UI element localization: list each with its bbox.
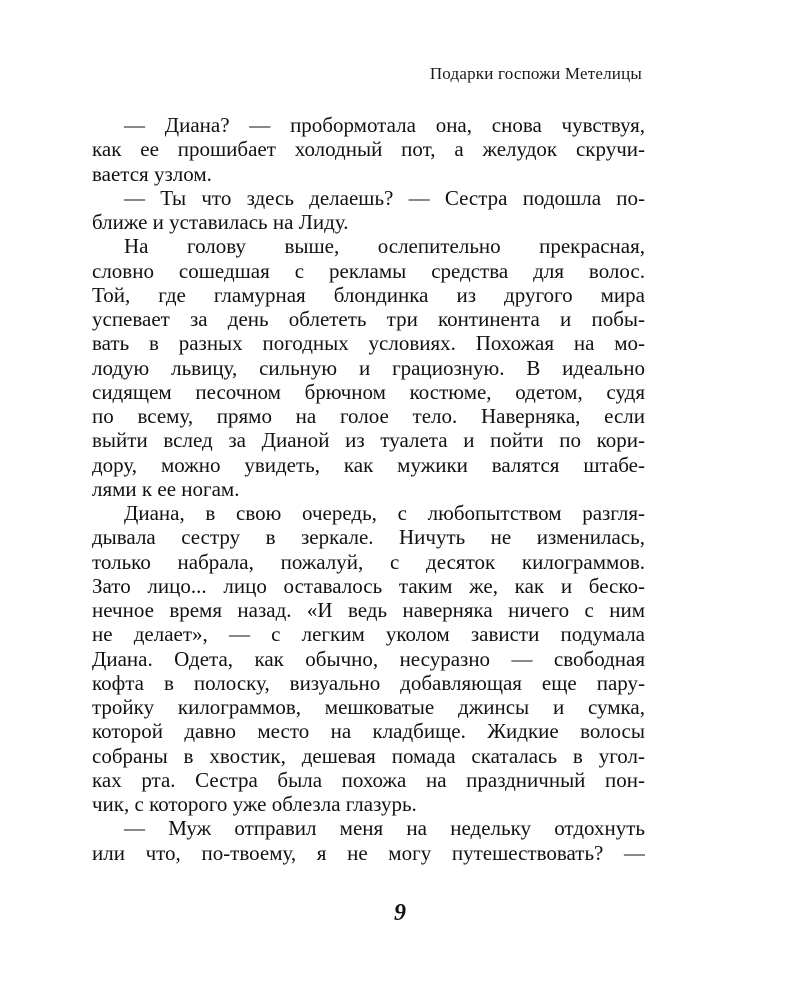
text-line: дывала сестру в зеркале. Ничуть не изменилась, — [92, 525, 645, 550]
page-number: 9 — [394, 900, 406, 926]
text-line: На голову выше, ослепительно прекрасная, — [124, 234, 645, 259]
text-line: вается узлом. — [92, 161, 212, 186]
text-line: по всему, прямо на голое тело. Наверняка, если — [92, 404, 645, 428]
text-line: лодую львицу, сильную и грациозную. В идеально — [92, 355, 645, 380]
text-line: нечное время назад. «И ведь наверняка ничего с ним — [92, 598, 645, 622]
text-line: дору, можно увидеть, как мужики валятся штабе- — [92, 452, 645, 477]
text-line: тройку килограммов, мешковатые джинсы и сумка, — [92, 695, 645, 719]
text-line: ближе и уставилась на Лиду. — [92, 210, 349, 234]
text-line: Той, где гламурная блондинка из другого мира — [92, 282, 645, 307]
text-line: лями к ее ногам. — [92, 476, 240, 501]
text-line: ках рта. Сестра была похожа на праздничный пон- — [92, 767, 645, 792]
text-line: которой давно место на кладбище. Жидкие волосы — [92, 719, 645, 744]
text-line: вать в разных погодных условиях. Похожая на мо- — [92, 331, 645, 356]
text-line: — Ты что здесь делаешь? — Сестра подошла по- — [124, 185, 645, 210]
text-line: или что, по-твоему, я не могу путешествовать? — — [92, 840, 645, 865]
text-line: выйти вслед за Дианой из туалета и пойти по кори- — [92, 428, 645, 453]
text-line: — Муж отправил меня на недельку отдохнуть — [124, 816, 645, 841]
text-line: словно сошедшая с рекламы средства для волос. — [92, 258, 645, 283]
text-line: только набрала, пожалуй, с десяток килограммов. — [92, 549, 645, 574]
running-head: Подарки госпожи Метелицы — [429, 64, 642, 83]
text-line: Диана. Одета, как обычно, несуразно — свободная — [92, 646, 645, 671]
text-line: Зато лицо... лицо оставалось таким же, как и беско- — [92, 573, 645, 598]
text-line: успевает за день облететь три континента и побы- — [92, 307, 645, 331]
text-line: сидящем песочном брючном костюме, одетом, судя — [92, 379, 645, 404]
text-line: чик, с которого уже облезла глазурь. — [92, 792, 417, 816]
text-line: — Диана? — пробормотала она, снова чувствуя, — [124, 113, 645, 137]
text-line: Диана, в свою очередь, с любопытством разгля- — [124, 501, 645, 525]
text-line: собраны в хвостик, дешевая помада скаталась в угол- — [92, 743, 645, 768]
text-line: как ее прошибает холодный пот, а желудок скручи- — [92, 137, 645, 162]
text-line: не делает», — с легким уколом зависти подумала — [92, 622, 645, 647]
body-text — [92, 113, 645, 865]
text-line: кофта в полоску, визуально добавляющая еще пару- — [92, 670, 645, 695]
